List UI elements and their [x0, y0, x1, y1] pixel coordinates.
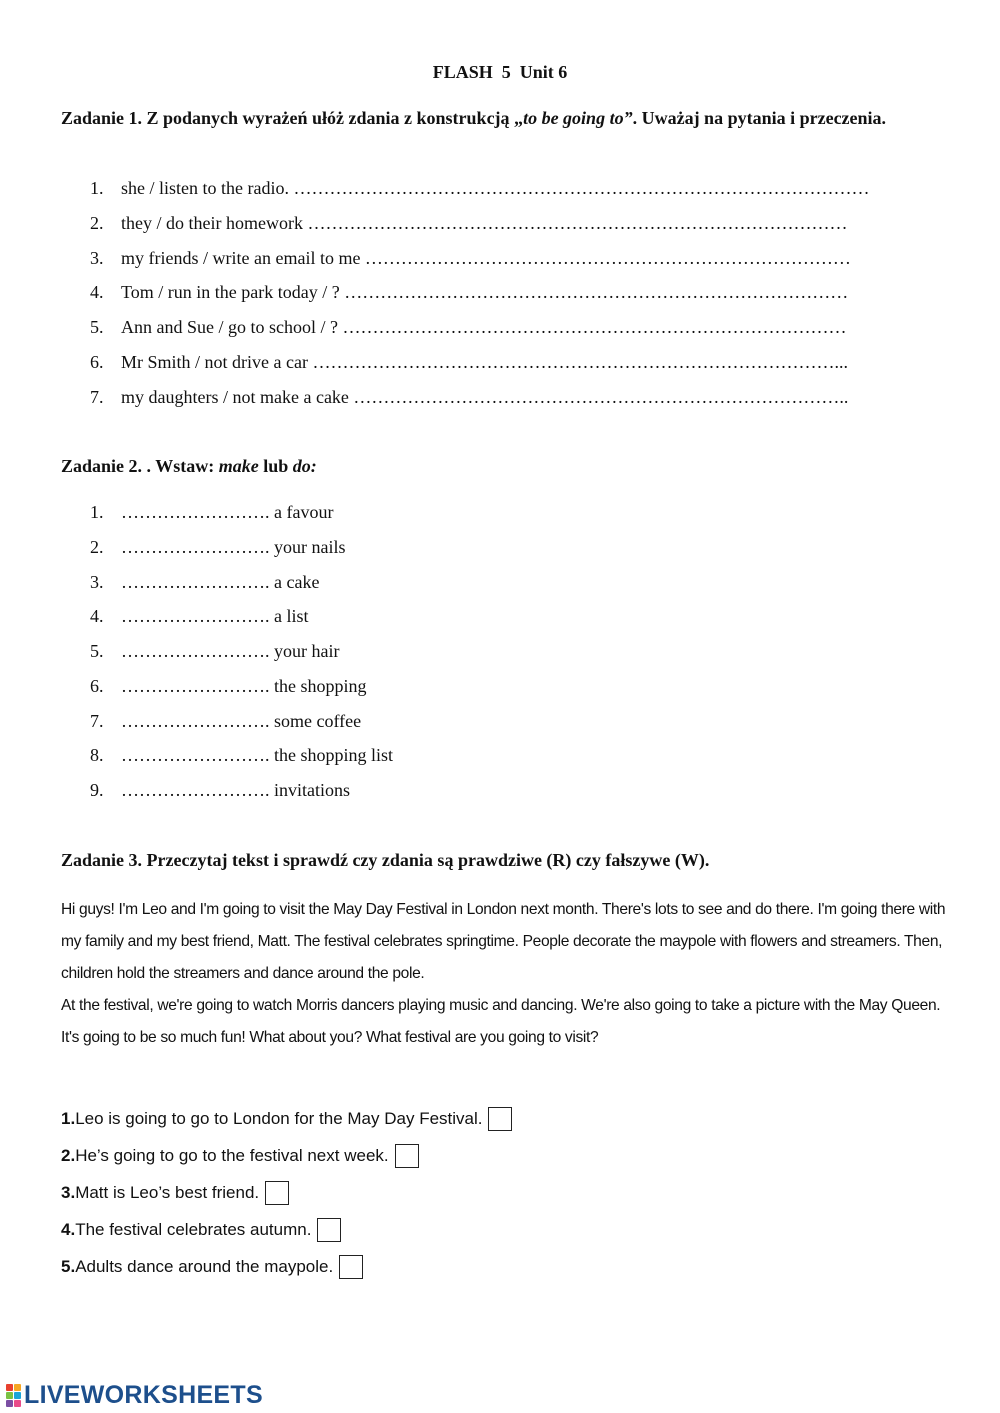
item-number: 7.: [90, 710, 104, 731]
statement-text: Matt is Leo’s best friend.: [75, 1182, 260, 1202]
item-number: 9.: [90, 780, 104, 800]
exercise-2-heading-mid: lub: [258, 456, 293, 476]
reading-paragraph-1: Hi guys! I'm Leo and I'm going to visit the May Day Festival in London next month. There's lots to see and do there. I'm going there with my family and my best friend, Matt. The festival celebrates springtime. People decorate the maypole with flowers and streamers. Then, children hold the streamers and dance around the pole.: [61, 901, 946, 982]
list-item[interactable]: [61, 211, 941, 246]
statement-text: He’s going to go to the festival next week.: [75, 1145, 389, 1165]
answer-box[interactable]: [339, 1255, 363, 1279]
list-item[interactable]: [61, 639, 941, 674]
statement-item: [61, 1248, 941, 1285]
list-item[interactable]: [61, 778, 941, 813]
logo-text: LIVEWORKSHEETS: [24, 1380, 263, 1409]
logo-square: [14, 1392, 21, 1399]
item-number: 3.: [90, 571, 104, 592]
list-item[interactable]: [61, 709, 941, 744]
list-item[interactable]: [61, 350, 941, 385]
true-false-list: [61, 1100, 941, 1285]
list-item[interactable]: [61, 280, 941, 315]
item-text: ……………………. some coffee: [121, 710, 362, 731]
item-text: ……………………. invitations: [121, 780, 350, 800]
item-number: 2.: [90, 212, 104, 233]
answer-box[interactable]: [395, 1144, 419, 1168]
item-text: ……………………. a list: [121, 606, 309, 627]
item-number: 6.: [90, 675, 104, 696]
item-number: 8.: [90, 745, 104, 766]
statement-item: [61, 1174, 941, 1211]
statement-item: [61, 1137, 941, 1174]
reading-paragraph-2: At the festival, we're going to watch Morris dancers playing music and dancing. We're also going to take a picture with the May Queen. It's going to be so much fun! What about you? What festival are you going to visit?: [61, 997, 941, 1046]
exercise-1-heading-italic: to be going to”: [523, 108, 633, 128]
item-text: Ann and Sue / go to school / ? …………………………………………………………………………: [121, 317, 847, 338]
list-item[interactable]: [61, 743, 941, 778]
page-title: FLASH 5 Unit 6: [432, 62, 568, 82]
item-number: 7.: [90, 386, 104, 407]
answer-box[interactable]: [265, 1181, 289, 1205]
exercise-1-heading-post: . Uważaj na pytania i przeczenia.: [632, 108, 887, 128]
reading-text: [61, 894, 946, 1054]
logo-square: [14, 1384, 21, 1391]
logo-square: [14, 1400, 21, 1407]
exercise-2-heading: [61, 455, 941, 478]
statement-number: 5.: [61, 1256, 76, 1276]
item-text: ……………………. the shopping: [121, 675, 367, 696]
item-number: 4.: [90, 282, 104, 303]
item-text: ……………………. your hair: [121, 641, 340, 661]
item-number: 2.: [90, 536, 104, 557]
logo-square: [6, 1400, 13, 1407]
logo-square: [6, 1392, 13, 1399]
exercise-2-heading-do: do:: [292, 456, 317, 476]
statement-text: The festival celebrates autumn.: [75, 1219, 312, 1239]
list-item[interactable]: [61, 385, 941, 420]
answer-box[interactable]: [317, 1218, 341, 1242]
list-item[interactable]: [61, 315, 941, 350]
item-number: 1.: [90, 178, 104, 198]
statement-number: 2.: [61, 1145, 76, 1165]
item-text: my friends / write an email to me ………………………………………………………………………: [121, 247, 851, 268]
item-text: Tom / run in the park today / ? …………………………………………………………………………: [121, 282, 849, 303]
list-item[interactable]: [61, 570, 941, 605]
item-number: 1.: [90, 502, 104, 522]
item-text: she / listen to the radio. ……………………………………………………………………………………: [121, 178, 870, 198]
item-text: they / do their homework ………………………………………………………………………………: [121, 212, 848, 233]
exercise-3-heading: Zadanie 3. Przeczytaj tekst i sprawdź czy zdania są prawdziwe (R) czy fałszywe (W).: [61, 850, 710, 870]
statement-item: [61, 1100, 941, 1137]
list-item[interactable]: [61, 246, 941, 281]
exercise-1-list: [61, 176, 941, 420]
statement-number: 1.: [61, 1108, 76, 1128]
item-number: 6.: [90, 351, 104, 372]
statement-number: 4.: [61, 1219, 76, 1239]
logo-square: [6, 1384, 13, 1391]
logo-mark-icon: [6, 1384, 21, 1407]
item-text: ……………………. your nails: [121, 536, 346, 557]
statement-text: Leo is going to go to London for the May Day Festival.: [75, 1108, 483, 1128]
exercise-1-heading: [61, 107, 941, 130]
list-item[interactable]: [61, 500, 941, 535]
statement-text: Adults dance around the maypole.: [75, 1256, 334, 1276]
list-item[interactable]: [61, 604, 941, 639]
list-item[interactable]: [61, 176, 941, 211]
exercise-2-heading-pre: Zadanie 2. . Wstaw:: [61, 456, 219, 476]
exercise-1-heading-pre: Zadanie 1. Z podanych wyrażeń ułóż zdania z konstrukcją „: [61, 108, 524, 128]
statement-number: 3.: [61, 1182, 76, 1202]
item-text: ……………………. a cake: [121, 571, 320, 592]
answer-box[interactable]: [488, 1107, 512, 1131]
item-text: my daughters / not make a cake ………………………………………………………………………..: [121, 386, 849, 407]
item-text: ……………………. a favour: [121, 502, 334, 522]
item-text: ……………………. the shopping list: [121, 745, 394, 766]
liveworksheets-logo[interactable]: [6, 1380, 263, 1410]
exercise-2-heading-make: make: [218, 456, 259, 476]
item-number: 5.: [90, 317, 104, 338]
item-number: 3.: [90, 247, 104, 268]
list-item[interactable]: [61, 674, 941, 709]
statement-item: [61, 1211, 941, 1248]
item-number: 5.: [90, 641, 104, 661]
exercise-2-list: [61, 500, 941, 813]
item-text: Mr Smith / not drive a car ……………………………………………………………………………...: [121, 351, 848, 372]
list-item[interactable]: [61, 535, 941, 570]
item-number: 4.: [90, 606, 104, 627]
